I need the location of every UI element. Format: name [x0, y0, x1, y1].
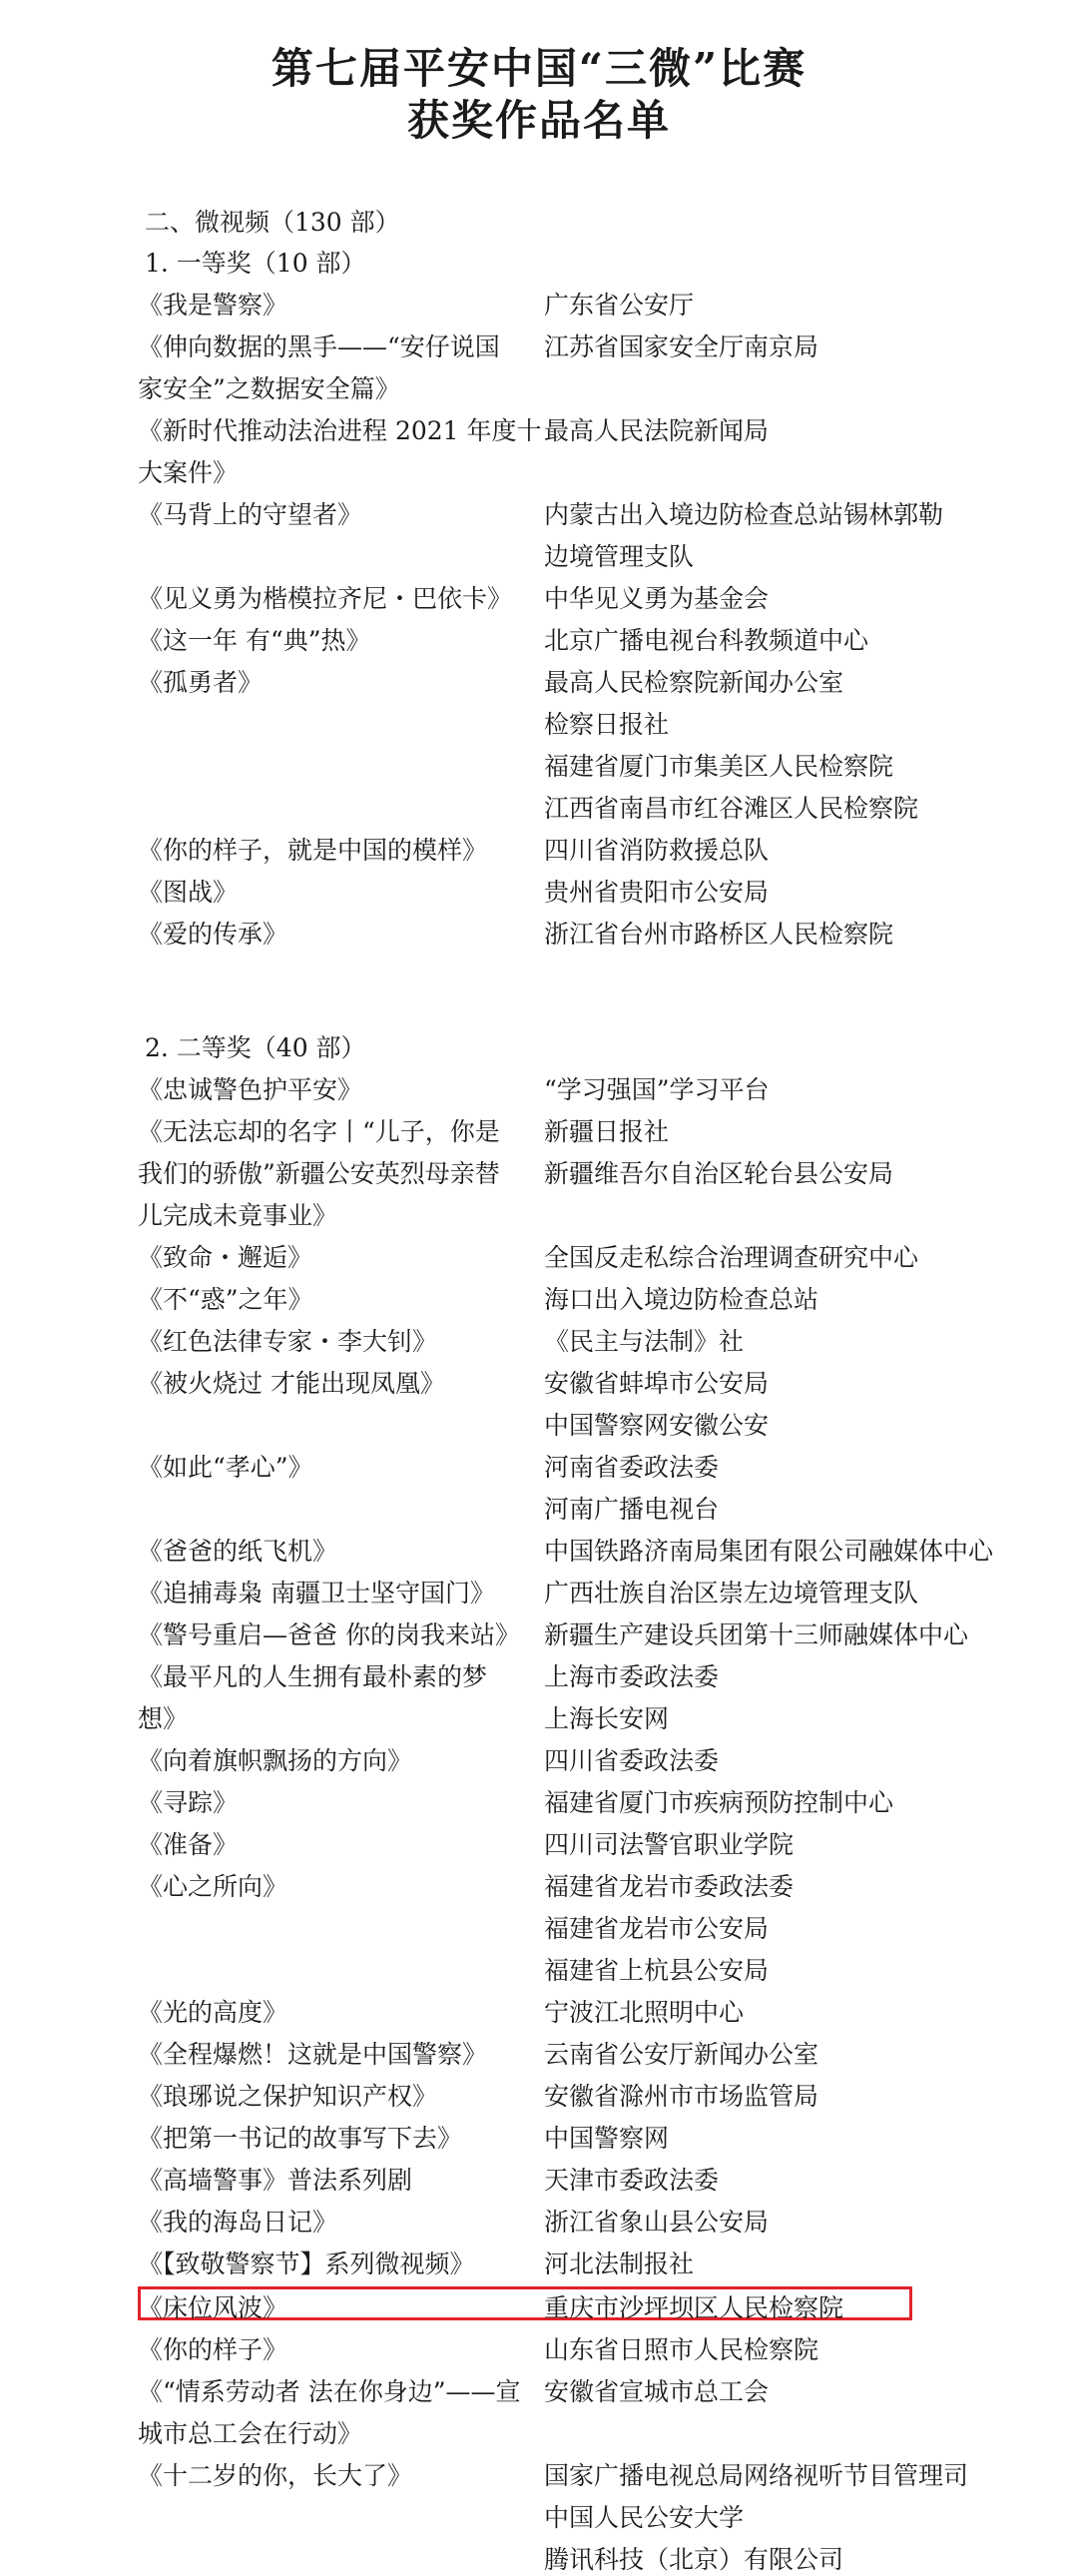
award-work: 《致命・邂逅》: [138, 1243, 313, 1272]
award-org: 安徽省滁州市市场监管局: [544, 2082, 819, 2111]
award-org: 江苏省国家安全厅南京局: [544, 332, 819, 361]
title-line-2: 获奖作品名单: [406, 96, 671, 145]
award-org: 海口出入境边防检查总站: [544, 1285, 819, 1314]
award-org: 广东省公安厅: [544, 291, 695, 320]
award-work: 《高墙警事》普法系列剧: [138, 2166, 413, 2195]
award-org: 福建省龙岩市公安局: [544, 1914, 770, 1943]
award-work: 《无法忘却的名字丨“儿子，你是: [138, 1117, 500, 1146]
award-org: 上海市委政法委: [544, 1662, 720, 1691]
award-org: 中国警察网: [544, 2124, 670, 2153]
award-work: 《追捕毒枭 南疆卫士坚守国门》: [138, 1579, 495, 1608]
award-work: 《不“惑”之年》: [138, 1285, 313, 1314]
award-work: 《你的样子，就是中国的模样》: [138, 836, 488, 865]
award-org: 广西壮族自治区崇左边境管理支队: [544, 1579, 919, 1608]
award-work: 《【致敬警察节】系列微视频》: [138, 2250, 475, 2278]
award-work: 《准备》: [138, 1830, 239, 1859]
award-work: 《我是警察》: [138, 291, 288, 320]
award-work: 《如此“孝心”》: [138, 1453, 313, 1482]
award-org: 四川省消防救援总队: [544, 836, 770, 865]
award-org: 全国反走私综合治理调查研究中心: [544, 1243, 919, 1272]
award-org: 福建省龙岩市委政法委: [544, 1872, 795, 1901]
award-org: 最高人民法院新闻局: [544, 416, 770, 445]
award-work: 《十二岁的你，长大了》: [138, 2461, 413, 2490]
award-org: 北京广播电视台科教频道中心: [544, 626, 869, 655]
award-work-cont: 家安全”之数据安全篇》: [138, 374, 400, 403]
award-work: 《琅琊说之保护知识产权》: [138, 2082, 438, 2111]
award-org: 河北法制报社: [544, 2250, 695, 2278]
award-org: 腾讯科技（北京）有限公司: [544, 2545, 844, 2574]
award-org: 内蒙古出入境边防检查总站锡林郭勒: [544, 500, 944, 529]
first-prize-heading: 1. 一等奖（10 部）: [145, 249, 366, 278]
award-org: 河南省委政法委: [544, 1453, 720, 1482]
award-work: 《向着旗帜飘扬的方向》: [138, 1746, 413, 1775]
award-org: 福建省厦门市疾病预防控制中心: [544, 1788, 894, 1817]
award-org: 中国警察网安徽公安: [544, 1411, 770, 1440]
award-work: 《新时代推动法治进程 2021 年度十: [138, 416, 542, 445]
award-work: 《爸爸的纸飞机》: [138, 1537, 338, 1566]
award-work-cont: 我们的骄傲”新疆公安英烈母亲替: [138, 1159, 500, 1188]
award-work: 《见义勇为楷模拉齐尼・巴依卡》: [138, 584, 513, 613]
award-work: 《伸向数据的黑手——“安仔说国: [138, 332, 500, 361]
award-work-cont: 大案件》: [138, 458, 239, 487]
award-work: 《警号重启—爸爸 你的岗我来站》: [138, 1620, 520, 1649]
award-work: 《图战》: [138, 878, 239, 907]
award-work: 《光的高度》: [138, 1998, 288, 2027]
award-org: 新疆维吾尔自治区轮台县公安局: [544, 1159, 894, 1188]
award-org: 福建省上杭县公安局: [544, 1956, 770, 1985]
award-org: “学习强国”学习平台: [544, 1075, 770, 1104]
award-org: 云南省公安厅新闻办公室: [544, 2040, 819, 2069]
award-org: 浙江省象山县公安局: [544, 2208, 770, 2237]
award-org: 中华见义勇为基金会: [544, 584, 770, 613]
award-org-highlighted: 重庆市沙坪坝区人民检察院: [544, 2293, 844, 2322]
award-work-highlighted: 《床位风波》: [138, 2293, 288, 2322]
award-work: 《孤勇者》: [138, 668, 264, 697]
section-heading: 二、微视频（130 部）: [145, 208, 400, 237]
title-line-1: 第七届平安中国“三微”比赛: [270, 44, 808, 93]
award-org: 中国铁路济南局集团有限公司融媒体中心: [544, 1537, 994, 1566]
award-work: 《爱的传承》: [138, 920, 288, 949]
second-prize-heading: 2. 二等奖（40 部）: [145, 1033, 366, 1062]
award-work-cont: 儿完成未竟事业》: [138, 1201, 338, 1230]
award-work: 《你的样子》: [138, 2335, 288, 2364]
award-work: 《寻踪》: [138, 1788, 239, 1817]
award-org: 安徽省蚌埠市公安局: [544, 1369, 770, 1398]
award-org: 山东省日照市人民检察院: [544, 2335, 819, 2364]
award-org: 最高人民检察院新闻办公室: [544, 668, 844, 697]
award-work: 《马背上的守望者》: [138, 500, 363, 529]
award-org: 上海长安网: [544, 1704, 670, 1733]
award-org: 安徽省宣城市总工会: [544, 2377, 770, 2406]
award-work: 《把第一书记的故事写下去》: [138, 2124, 463, 2153]
award-org: 贵州省贵阳市公安局: [544, 878, 770, 907]
award-org: 江西省南昌市红谷滩区人民检察院: [544, 794, 919, 823]
award-org: 新疆日报社: [544, 1117, 670, 1146]
award-work: 《“情系劳动者 法在你身边”——宣: [138, 2377, 521, 2406]
award-work: 《这一年 有“典”热》: [138, 626, 371, 655]
award-work-cont: 想》: [138, 1704, 189, 1733]
award-work: 《被火烧过 才能出现凤凰》: [138, 1369, 445, 1398]
award-work: 《最平凡的人生拥有最朴素的梦: [138, 1662, 488, 1691]
award-work-cont: 城市总工会在行动》: [138, 2419, 363, 2448]
award-org: 新疆生产建设兵团第十三师融媒体中心: [544, 1620, 969, 1649]
award-org: 《民主与法制》社: [544, 1327, 745, 1356]
award-work: 《我的海岛日记》: [138, 2208, 338, 2237]
award-org: 天津市委政法委: [544, 2166, 720, 2195]
award-work: 《心之所向》: [138, 1872, 288, 1901]
award-org: 中国人民公安大学: [544, 2503, 745, 2532]
award-work: 《全程爆燃！这就是中国警察》: [138, 2040, 488, 2069]
award-org: 四川省委政法委: [544, 1746, 720, 1775]
award-work: 《红色法律专家・李大钊》: [138, 1327, 438, 1356]
award-org: 福建省厦门市集美区人民检察院: [544, 752, 894, 781]
award-org: 浙江省台州市路桥区人民检察院: [544, 920, 894, 949]
award-org: 边境管理支队: [544, 542, 695, 571]
award-org: 四川司法警官职业学院: [544, 1830, 795, 1859]
award-org: 检察日报社: [544, 710, 670, 739]
award-org: 河南广播电视台: [544, 1495, 720, 1524]
award-org: 宁波江北照明中心: [544, 1998, 745, 2027]
award-work: 《忠诚警色护平安》: [138, 1075, 363, 1104]
award-org: 国家广播电视总局网络视听节目管理司: [544, 2461, 969, 2490]
